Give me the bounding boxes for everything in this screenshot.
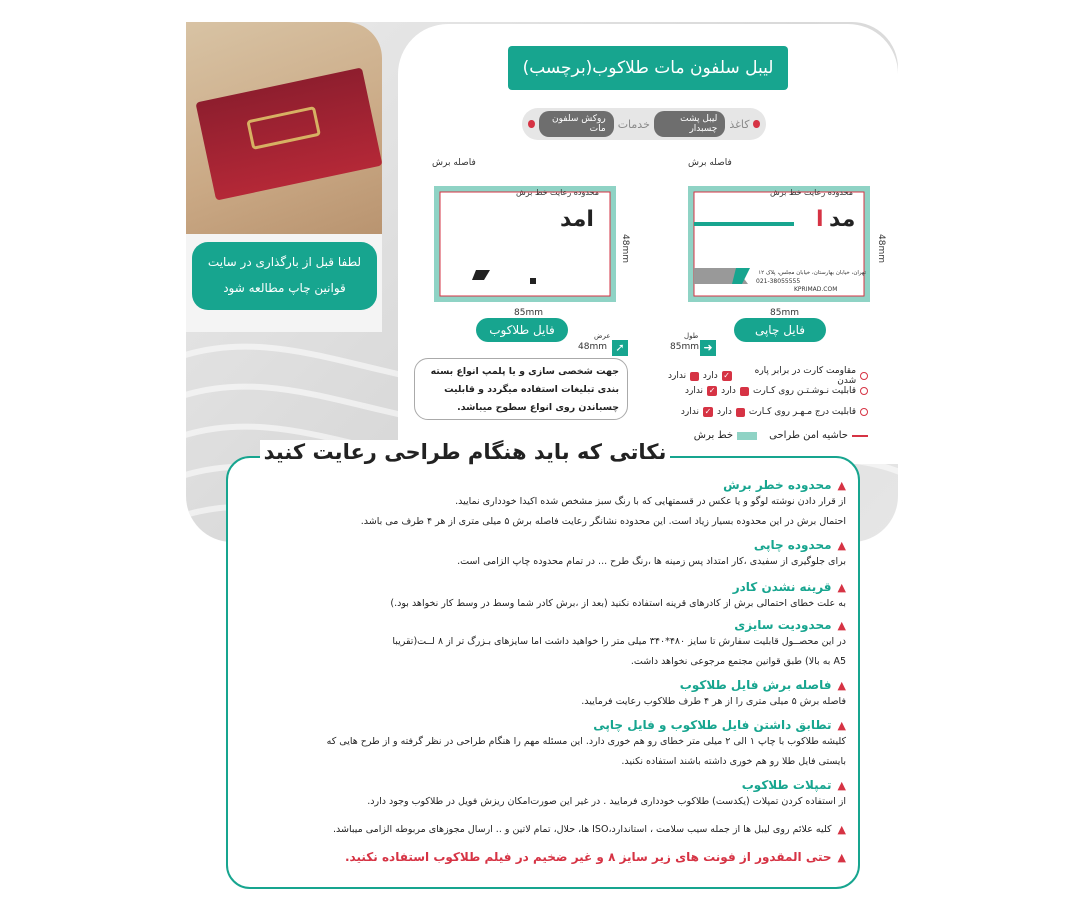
tip-line: بایستی فایل طلا رو هم خوری داشته باشند استفاده نکنید. <box>621 756 846 767</box>
label-sticker-image <box>195 67 382 200</box>
tip-heading: محدوده چاپی <box>753 538 832 552</box>
length-value: 85mm <box>670 342 699 352</box>
left-height-dim: 48mm <box>620 234 630 263</box>
left-cut-distance: فاصله برش <box>432 158 476 168</box>
bullet-icon <box>860 372 868 380</box>
tip-line: از قرار دادن نوشته لوگو و یا عکس در قسمتهایی که با رنگ سبز مشخص شده اکیدا خودداری نمایید. <box>455 496 846 507</box>
tip-heading: تمپلات طلاکوب <box>741 778 832 792</box>
notice-line-2: قوانین چاپ مطالعه شود <box>223 281 346 295</box>
warning-icon: ▲ <box>837 850 846 864</box>
feature-has: دارد <box>702 371 718 381</box>
tip-line: برای جلوگیری از سفیدی ،کار امتداد پس زمینه ها ،رنگ طرح ... در تمام محدوده چاپ الزامی است. <box>457 556 846 567</box>
warning-icon: ▲ <box>837 718 846 732</box>
tip-line: در این محصــول قابلیت سفارش تا سایز ۴۸۰*۳۴۰ میلی متر را خواهید داشت اما سایزهای بـزرگ تر از ۸ لــت(تقریبا <box>392 636 846 647</box>
product-info-card <box>398 24 898 464</box>
width-value: 48mm <box>578 342 607 352</box>
cut-zone-label: محدوده رعایت خط برش <box>770 188 853 197</box>
tip-final-warning <box>345 850 846 864</box>
warning-icon: ▲ <box>837 478 846 492</box>
gold-foil-logo <box>246 106 321 150</box>
line-legend <box>668 430 868 441</box>
arrow-up-icon: ➚ <box>612 340 628 356</box>
product-title: لیبل سلفون مات طلاکوب(برچسب) <box>508 46 788 90</box>
feature-not: ندارد <box>680 407 699 417</box>
tip-size-limit <box>392 618 846 672</box>
print-file-diagram <box>686 184 872 304</box>
paper-dot-icon <box>753 120 760 128</box>
tip-line: کلیشه طلاکوب با چاپ ۱ الی ۲ میلی متر خطای رو هم خوری دارد. این مسئله مهم را هنگام طراحی در نظر گرفته و از طرح هایی که <box>326 736 846 747</box>
warning-icon: ▲ <box>837 778 846 792</box>
tip-heading: محدودیت سایزی <box>734 618 832 632</box>
check-icon: ✓ <box>723 371 730 380</box>
feature-tear-resistance <box>668 366 868 386</box>
bullet-icon <box>860 387 868 395</box>
tip-heading: قرینه نشدن کادر <box>732 580 832 594</box>
safe-line-icon <box>852 435 868 437</box>
check-icon: ✓ <box>704 407 712 416</box>
contact-address: تهران، خیابان بهارستان، خیابان مجلس، پلاک ۱۲ <box>758 270 866 276</box>
svg-text:مد: مد <box>829 207 856 232</box>
cross-icon <box>740 387 749 396</box>
width-label: عرض <box>594 332 611 340</box>
tip-line: A5 به بالا) طبق قوانین مجتمع مرجوعی نخواهد داشت. <box>630 656 846 667</box>
tip-line: کلیه علائم روی لیبل ها از جمله سیب سلامت ، استاندارد،ISO ها، حلال، تمام لاتین و .. ارسال مجوزهای مربوطه الزامی میباشد. <box>333 824 832 835</box>
gold-foil-diagram <box>432 184 618 304</box>
notice-line-1: لطفا قبل از بارگذاری در سایت <box>207 255 362 269</box>
contact-website: KPRIMAD.COM <box>794 286 838 293</box>
warning-icon: ▲ <box>837 823 846 836</box>
arrow-right-icon: ➜ <box>700 340 716 356</box>
right-width-dim: 85mm <box>770 308 799 318</box>
tip-line: احتمال برش در این محدوده بسیار زیاد است. این محدوده نشانگر رعایت فاصله برش ۵ میلی متری از هر ۴ طرف می باشد. <box>360 516 846 527</box>
services-key: خدمات <box>617 117 650 131</box>
feature-not: ندارد <box>668 371 687 381</box>
feature-writable <box>668 386 868 396</box>
usage-description: جهت شخصی سازی و یا پلمپ انواع بسته بندی تبلیغات استفاده میگردد و قابلیت چسباندن روی انواع سطوح میباشد. <box>414 358 628 420</box>
product-photo-card <box>186 22 382 332</box>
warning-icon: ▲ <box>837 678 846 692</box>
feature-has: دارد <box>717 407 732 417</box>
tips-title: نکاتی که باید هنگام طراحی رعایت کنید <box>260 440 670 470</box>
feature-label: قابلیت نـوشـتـن روی کـارت <box>752 386 856 396</box>
left-cut-zone-label: محدوده رعایت خط برش <box>516 188 599 197</box>
warning-icon: ▲ <box>837 538 846 552</box>
contact-phone: 021-38055555 <box>756 278 801 285</box>
tip-cut-danger <box>361 478 846 532</box>
paper-key: کاغذ <box>729 117 750 131</box>
cut-line-icon <box>737 432 757 440</box>
tip-heading: فاصله برش فایل طلاکوب <box>679 678 832 692</box>
tip-heading: محدوده خطر برش <box>723 478 832 492</box>
right-cut-distance: فاصله برش <box>688 158 732 168</box>
right-height-dim: 48mm <box>876 234 886 263</box>
feature-label: مقاومت کارت در برابر پاره شدن <box>754 366 857 386</box>
cross-icon <box>690 372 699 381</box>
feature-label: قابلیت درج مـهـر روی کـارت <box>748 407 856 417</box>
cut-line-label: خط برش <box>693 430 734 441</box>
svg-text:ا: ا <box>816 207 824 232</box>
svg-text:امد: امد <box>560 207 594 232</box>
cross-icon <box>736 408 745 417</box>
tip-print-area <box>457 538 846 572</box>
tip-file-alignment <box>327 718 846 772</box>
warning-icon: ▲ <box>837 580 846 594</box>
paper-value: لیبل پشت چسبدار <box>654 111 725 137</box>
safe-line-label: حاشیه امن طراحی <box>769 430 848 441</box>
bullet-icon <box>860 408 868 416</box>
tip-line: فاصله برش ۵ میلی متری را از هر ۴ طرف طلاکوب رعایت فرمایید. <box>581 696 846 707</box>
spec-legend <box>522 108 766 140</box>
check-icon: ✓ <box>708 386 716 395</box>
services-value: روکش سلفون مات <box>539 111 614 137</box>
feature-stampable <box>668 407 868 417</box>
tip-line: به علت خطای احتمالی برش از کادرهای قرینه استفاده نکنید (بعد از ،برش کادر شما وسط در وسط کار نخواهد بود.) <box>390 598 846 609</box>
print-file-button[interactable]: فایل چاپی <box>734 318 826 342</box>
notice-box <box>192 242 377 310</box>
tip-symbols-license <box>333 820 846 840</box>
final-warning-text: حتی المقدور از فونت های زیر سایز ۸ و غیر ضخیم در فیلم طلاکوب استفاده نکنید. <box>345 850 832 864</box>
services-dot-icon <box>528 120 535 128</box>
feature-has: دارد <box>721 386 736 396</box>
tip-line: از استفاده کردن تمپلات (یکدست) طلاکوب خودداری فرمایید . در غیر این صورت‌امکان ریزش فویل در طلاکوب وجود دارد. <box>367 796 846 807</box>
left-width-dim: 85mm <box>514 308 543 318</box>
tip-no-symmetric-frame <box>390 580 846 614</box>
warning-icon: ▲ <box>837 618 846 632</box>
tip-heading: تطابق داشتن فایل طلاکوب و فایل چاپی <box>593 718 832 732</box>
product-photo <box>186 22 382 234</box>
feature-not: ندارد <box>684 386 704 396</box>
length-label: طول <box>684 332 699 340</box>
tip-foil-template <box>367 778 846 812</box>
tip-foil-cut-distance <box>581 678 846 712</box>
gold-foil-file-button[interactable]: فایل طلاکوب <box>476 318 568 342</box>
